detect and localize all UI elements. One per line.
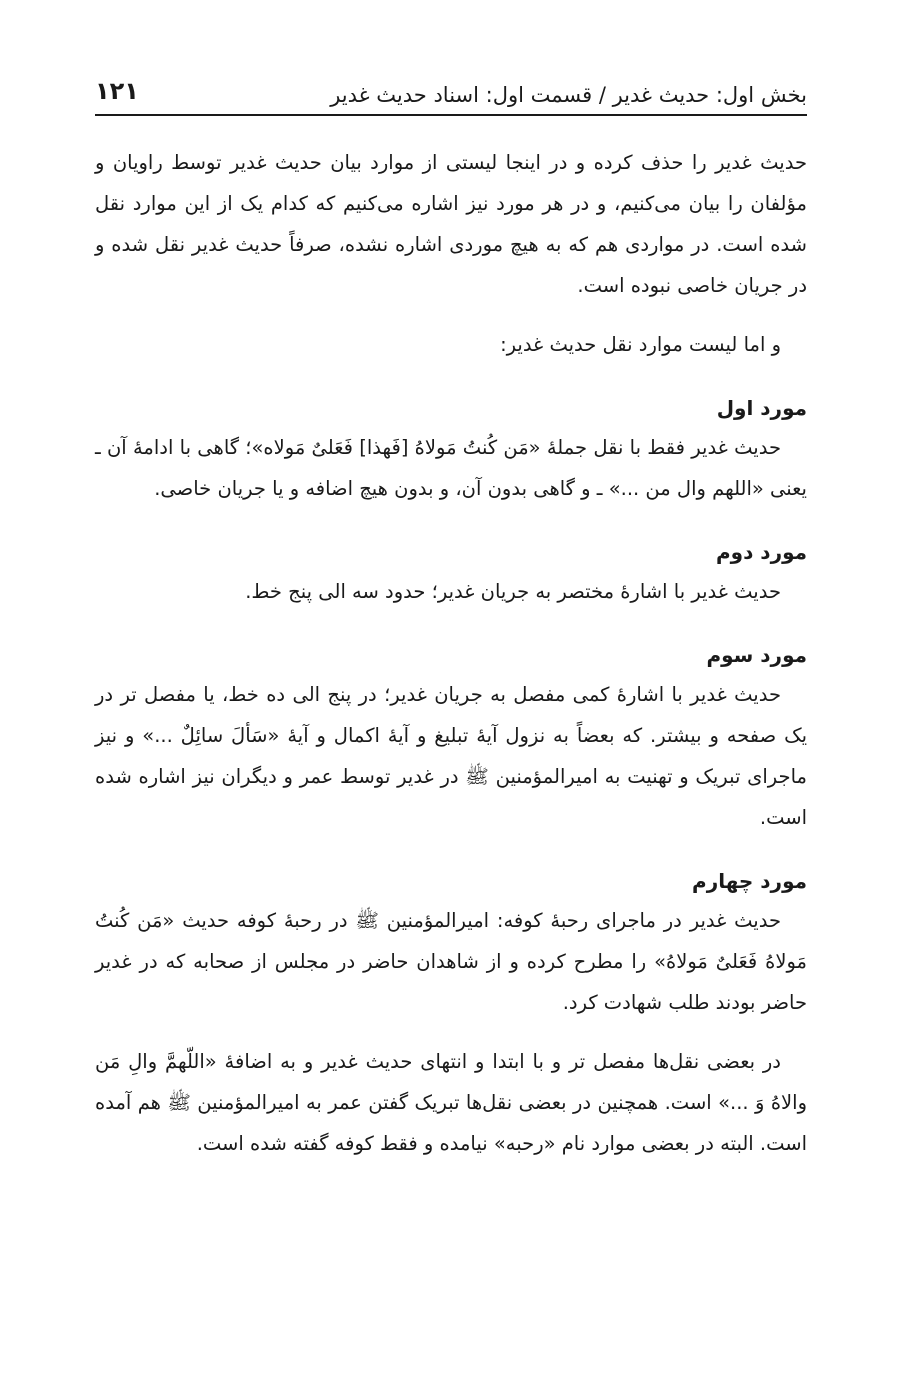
- intro-paragraph: حدیث غدیر را حذف کرده و در اینجا لیستی از موارد بیان حدیث غدیر توسط راویان و مؤلفان را بیان می‌کنیم، و در هر مورد نیز اشاره می‌کنیم که کدام یک از این موارد نقل شده است. در مواردی هم که به هیچ موردی اشاره نشده، صرفاً حدیث غدیر نقل شده و در جریان خاصی نبوده است.: [95, 151, 807, 297]
- section-title-fourth: مورد چهارم: [692, 869, 807, 893]
- book-page: [95, 0, 807, 1390]
- section-title-second: مورد دوم: [715, 540, 807, 564]
- section-title-third: مورد سوم: [706, 643, 807, 667]
- running-header: [95, 74, 807, 116]
- section-fourth-paragraph-1: حدیث غدیر در ماجرای رحبهٔ کوفه: امیرالمؤمنین ﷺ در رحبهٔ کوفه حدیث «مَن کُنتُ مَولاهُ فَعَلیٌ مَولاهُ» را مطرح کرده و از شاهدان حاضر در مجلس از صحابه که در غدیر حاضر بودند طلب شهادت کرد.: [95, 909, 807, 1014]
- section-first-paragraph: حدیث غدیر فقط با نقل جملهٔ «مَن کُنتُ مَولاهُ [فَهذا] فَعَلیٌ مَولاه»؛ گاهی با ادامهٔ آن ـ یعنی «اللهم وال من ...» ـ و گاهی بدون آن، و بدون هیچ اضافه و یا جریان خاصی.: [95, 436, 807, 500]
- page-body: [95, 142, 807, 1164]
- section-second-paragraph: حدیث غدیر با اشارهٔ مختصر به جریان غدیر؛ حدود سه الی پنج خط.: [245, 580, 781, 603]
- page-number: ۱۲۱: [95, 77, 139, 105]
- section-fourth-paragraph-2: در بعضی نقل‌ها مفصل تر و با ابتدا و انتهای حدیث غدیر و به اضافهٔ «اللّهمَّ والِ مَن والاهُ وَ ...» است. همچنین در بعضی نقل‌ها تبریک گفتن عمر به امیرالمؤمنین ﷺ هم آمده است. البته در بعضی موارد نام «رحبه» نیامده و فقط کوفه گفته شده است.: [95, 1050, 807, 1155]
- header-title: بخش اول: حدیث غدیر / قسمت اول: اسناد حدیث غدیر: [330, 83, 807, 107]
- section-third-paragraph: حدیث غدیر با اشارهٔ کمی مفصل به جریان غدیر؛ در پنج الی ده خط، یا مفصل تر در یک صفحه و بیشتر. که بعضاً به نزول آیهٔ تبلیغ و آیهٔ اکمال و آیهٔ «سَألَ سائِلٌ ...» و نیز ماجرای تبریک و تهنیت به امیرالمؤمنین ﷺ در غدیر توسط عمر و دیگران نیز اشاره شده است.: [95, 683, 807, 829]
- list-intro-paragraph: و اما لیست موارد نقل حدیث غدیر:: [500, 333, 781, 356]
- section-title-first: مورد اول: [716, 396, 807, 420]
